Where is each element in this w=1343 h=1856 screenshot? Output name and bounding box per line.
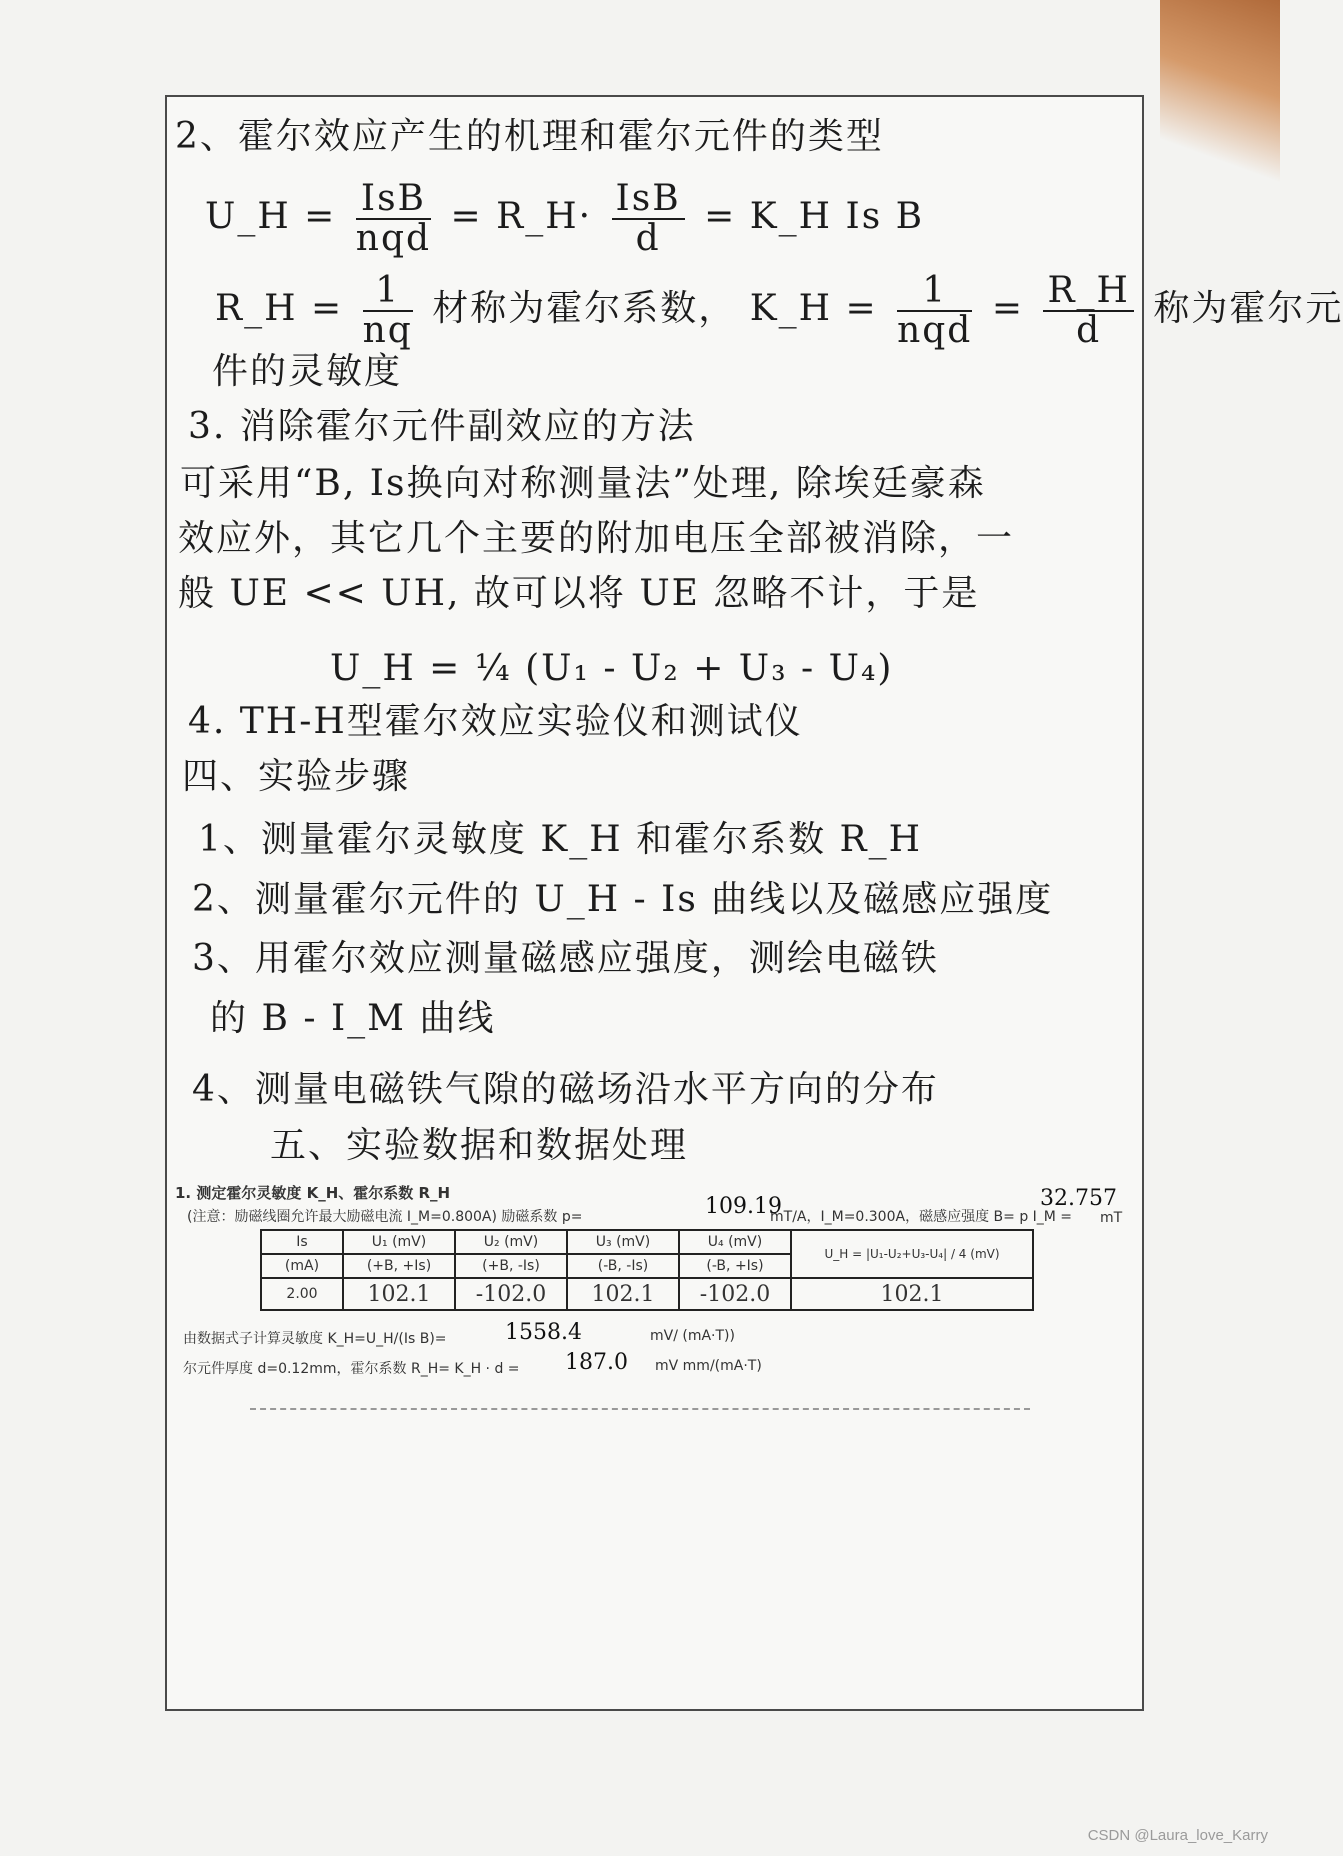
watermark: CSDN @Laura_love_Karry <box>1087 1827 1268 1844</box>
p-unit: mT/A，I_M=0.300A，磁感应强度 B= p I_M = <box>770 1209 1073 1225</box>
header-is: Is <box>261 1230 343 1254</box>
section4-heading: 4. TH-H型霍尔效应实验仪和测试仪 <box>188 701 803 742</box>
eq-tail: = K_H Is B <box>704 196 925 237</box>
section3-paragraph-line3: 般 UE << UH, 故可以将 UE 忽略不计，于是 <box>178 573 980 614</box>
cell-u4: -102.0 <box>679 1278 791 1310</box>
header-u3: U₃ (mV) <box>567 1230 679 1254</box>
rh-calc-label: 尔元件厚度 d=0.12mm，霍尔系数 R_H= K_H · d = <box>183 1361 520 1377</box>
cell-is: 2.00 <box>261 1278 343 1310</box>
subheader-u1: (+B, +Is) <box>343 1254 455 1278</box>
header-uh: U_H = |U₁-U₂+U₃-U₄| / 4 (mV) <box>791 1230 1033 1278</box>
subheader-u4: (-B, +Is) <box>679 1254 791 1278</box>
cell-u2: -102.0 <box>455 1278 567 1310</box>
section2-heading: 2、霍尔效应产生的机理和霍尔元件的类型 <box>175 116 884 157</box>
step-2: 2、测量霍尔元件的 U_H - Is 曲线以及磁感应强度 <box>192 879 1054 920</box>
section5-heading: 五、实验数据和数据处理 <box>270 1125 689 1166</box>
steps-heading: 四、实验步骤 <box>182 756 411 797</box>
table-header-row <box>261 1230 1033 1254</box>
b-value: 32.757 <box>1040 1186 1117 1211</box>
printed-title: 1. 测定霍尔灵敏度 K_H、霍尔系数 R_H <box>175 1184 451 1202</box>
kh-value: 1558.4 <box>505 1320 582 1345</box>
fraction-1-nqd: $\frac{1}{\text{nqd}}$ <box>897 270 973 351</box>
uh-lhs: U_H = <box>205 196 337 237</box>
cell-uh: 102.1 <box>791 1278 1033 1310</box>
hall-data-table <box>260 1229 1034 1311</box>
printed-data-sheet <box>175 1176 1130 1391</box>
kh-text: 称为霍尔元 <box>1153 288 1343 329</box>
kh-lhs: K_H = <box>749 288 878 329</box>
fraction-isb-d: $\frac{\text{IsB}}{d}$ <box>612 180 685 258</box>
cut-line <box>250 1408 1030 1410</box>
header-u4: U₄ (mV) <box>679 1230 791 1254</box>
uh-average-formula: U_H = ¼ (U₁ - U₂ + U₃ - U₄) <box>330 648 894 689</box>
desk-background <box>1160 0 1280 200</box>
header-u2: U₂ (mV) <box>455 1230 567 1254</box>
step-1: 1、测量霍尔灵敏度 K_H 和霍尔系数 R_H <box>198 819 923 860</box>
kh-unit: mV/ (mA·T)) <box>650 1328 735 1344</box>
cell-u1: 102.1 <box>343 1278 455 1310</box>
section3-paragraph-line1: 可采用“B, Is换向对称测量法”处理, 除埃廷豪森 <box>180 463 986 504</box>
cell-u3: 102.1 <box>567 1278 679 1310</box>
rh-lhs: R_H = <box>215 288 344 329</box>
fraction-rh-d: $\frac{R\_H}{d}$ <box>1043 272 1134 350</box>
step-4: 4、测量电磁铁气隙的磁场沿水平方向的分布 <box>192 1069 939 1110</box>
step-3b: 的 B - I_M 曲线 <box>210 998 496 1039</box>
section3-paragraph-line2: 效应外，其它几个主要的附加电压全部被消除，一 <box>178 518 1015 559</box>
kh-text-continued: 件的灵敏度 <box>212 351 403 392</box>
fraction-isb-nqd: $\frac{\text{IsB}}{\text{nqd}}$ <box>355 178 432 259</box>
hall-voltage-formula <box>205 180 924 260</box>
table-row <box>261 1278 1033 1310</box>
section3-heading: 3. 消除霍尔元件副效应的方法 <box>188 406 696 447</box>
subheader-is: (mA) <box>261 1254 343 1278</box>
subheader-u2: (+B, -Is) <box>455 1254 567 1278</box>
rh-unit: mV mm/(mA·T) <box>655 1358 762 1374</box>
rh-value: 187.0 <box>565 1350 628 1375</box>
kh-calc-label: 由数据式子计算灵敏度 K_H=U_H/(Is B)= <box>183 1331 447 1347</box>
header-u1: U₁ (mV) <box>343 1230 455 1254</box>
eq-rh: = R_H· <box>450 196 593 237</box>
fraction-1-nq: $\frac{1}{nq}$ <box>362 270 413 351</box>
rh-kh-definition <box>215 272 1343 352</box>
printed-note: (注意：励磁线圈允许最大励磁电流 I_M=0.800A) 励磁系数 p= <box>187 1209 583 1225</box>
kh-eq: = <box>991 288 1024 329</box>
rh-text: 材称为霍尔系数， <box>432 288 737 329</box>
p-value: 109.19 <box>705 1194 782 1219</box>
step-3a: 3、用霍尔效应测量磁感应强度，测绘电磁铁 <box>192 938 939 979</box>
b-unit: mT <box>1100 1210 1123 1226</box>
subheader-u3: (-B, -Is) <box>567 1254 679 1278</box>
